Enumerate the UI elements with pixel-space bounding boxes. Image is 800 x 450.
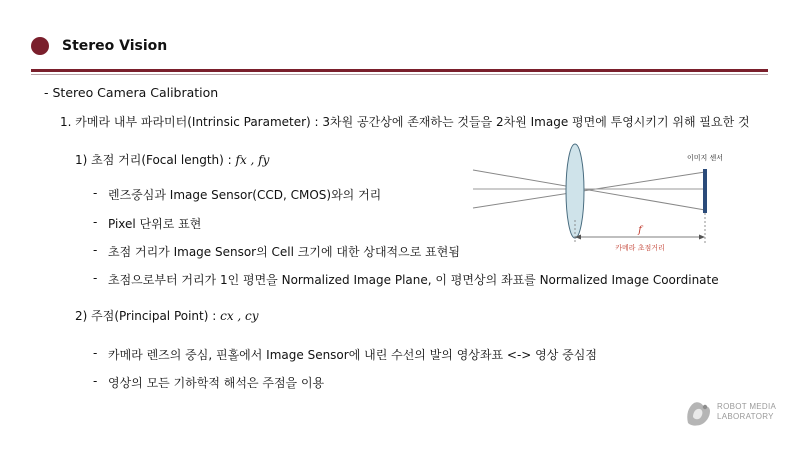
bullet-dash-icon: -: [93, 374, 98, 388]
principal-point-heading: [75, 307, 259, 324]
section-heading: - Stereo Camera Calibration: [44, 85, 219, 100]
principal-point-label: 2) 주점(Principal Point) :: [75, 309, 221, 323]
header-divider-thin: [31, 74, 768, 75]
focal-symbol: f: [638, 225, 642, 236]
focal-bullet-1: 렌즈중심과 Image Sensor(CCD, CMOS)와의 거리: [108, 188, 382, 202]
bullet-dash-icon: -: [93, 243, 98, 257]
bullet-dash-icon: -: [93, 346, 98, 360]
lab-logo-text: [717, 402, 776, 422]
lens-icon: [566, 144, 584, 238]
header-divider: [31, 69, 768, 72]
focal-bullet-3: 초점 거리가 Image Sensor의 Cell 크기에 대한 상대적으로 표현됨: [108, 245, 460, 259]
item-1-intrinsic: 1. 카메라 내부 파라미터(Intrinsic Parameter) : 3차원 공간상에 존재하는 것들을 2차원 Image 평면에 투영시키기 위해 필요한 것: [60, 115, 750, 129]
light-ray-lower: [473, 172, 705, 208]
robot-media-logo-icon: [682, 395, 716, 429]
bullet-dash-icon: -: [93, 271, 98, 285]
focal-distance-label: 카메라 초점거리: [615, 244, 665, 252]
arrow-head-right-icon: [699, 235, 705, 240]
sensor-label: 이미지 센서: [686, 154, 724, 162]
principal-point-symbols: cx , cy: [220, 309, 259, 323]
logo-line-2: LABORATORY: [717, 412, 774, 421]
logo-line-1: ROBOT MEDIA: [717, 402, 777, 411]
page-title: Stereo Vision: [62, 38, 168, 54]
principal-bullet-2: 영상의 모든 기하학적 해석은 주점을 이용: [108, 376, 325, 390]
focal-length-heading: [75, 151, 269, 168]
focal-bullet-2: Pixel 단위로 표현: [108, 217, 202, 231]
focal-length-label: 1) 초점 거리(Focal length) :: [75, 153, 236, 167]
bullet-dash-icon: -: [93, 215, 98, 229]
focal-length-symbols: fx , fy: [235, 153, 270, 167]
title-bullet-icon: [31, 37, 49, 55]
image-sensor-icon: [703, 169, 707, 213]
focal-bullet-4: 초점으로부터 거리가 1인 평면을 Normalized Image Plane, 이 평면상의 좌표를 Normalized Image Coordinate: [108, 273, 719, 287]
principal-bullet-1: 카메라 렌즈의 중심, 핀홀에서 Image Sensor에 내린 수선의 발의 영상좌표 <-> 영상 중심점: [108, 348, 597, 362]
focal-length-diagram: [465, 140, 735, 255]
bullet-dash-icon: -: [93, 186, 98, 200]
